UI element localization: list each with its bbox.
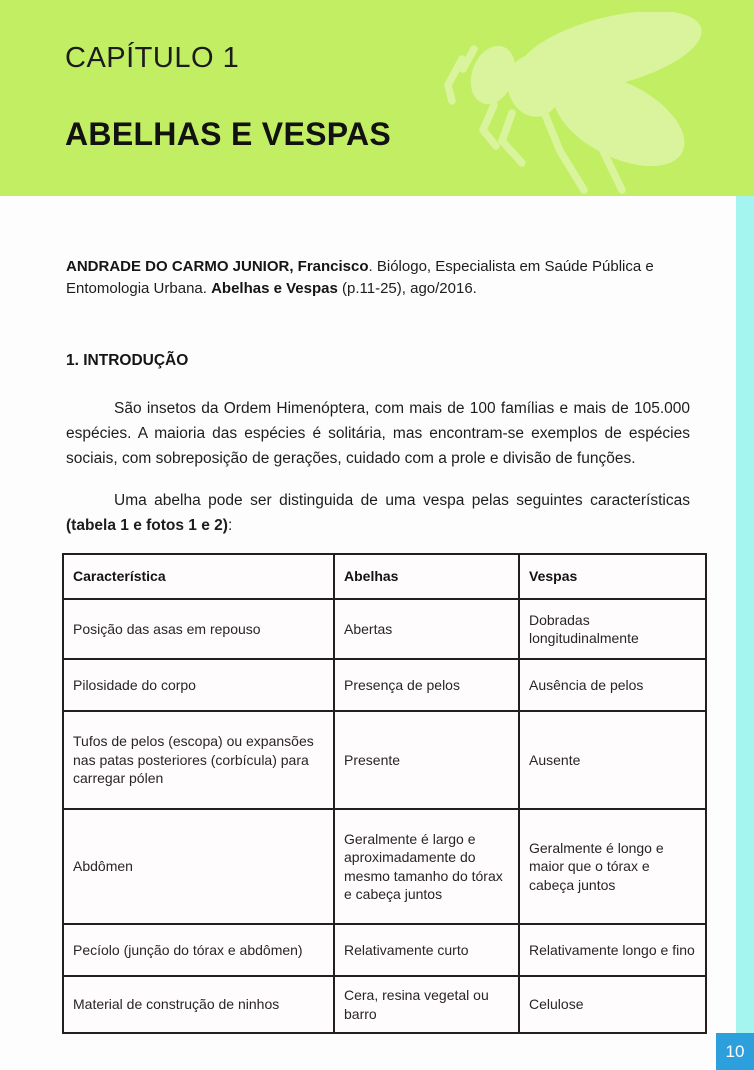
column-header-vespas: Vespas: [519, 554, 706, 599]
table-row: [63, 809, 706, 924]
table-lead-colon: :: [227, 517, 233, 534]
cell-wasp-value: Ausência de pelos: [519, 659, 706, 711]
page-title: ABELHAS E VESPAS: [65, 116, 392, 152]
table-row: [63, 924, 706, 976]
intro-paragraph: São insetos da Ordem Himenóptera, com mais de 100 famílias e mais de 105.000 espécies. A maioria das espécies é solitária, mas encontram-se exemplos de espécies sociais, com sobreposição de gerações, cuidado com a prole e divisão de funções.: [66, 400, 690, 467]
table-header-row: [63, 554, 706, 599]
chapter-header-band: [0, 0, 754, 196]
page-number-badge: [716, 1033, 754, 1070]
wasp-silhouette-icon: [438, 12, 748, 194]
bee-wasp-comparison-table: [62, 553, 707, 1034]
citation-role: . Biólogo, Especialista em Saúde Pública e Entomologia Urbana.: [66, 258, 654, 297]
table-row: [63, 711, 706, 809]
cell-wasp-value: Dobradas longitudinalmente: [519, 599, 706, 659]
content-area: [0, 196, 754, 1034]
cell-bee-value: Geralmente é largo e aproximadamente do mesmo tamanho do tórax e cabeça juntos: [334, 809, 519, 924]
table-lead-paragraph: [66, 488, 690, 538]
table-row: [63, 659, 706, 711]
cell-characteristic: Abdômen: [63, 809, 334, 924]
citation-author: ANDRADE DO CARMO JUNIOR, Francisco: [66, 258, 369, 275]
table-row: [63, 599, 706, 659]
cell-characteristic: Posição das asas em repouso: [63, 599, 334, 659]
cell-characteristic: Material de construção de ninhos: [63, 976, 334, 1033]
cell-bee-value: Relativamente curto: [334, 924, 519, 976]
section-heading-introducao: 1. INTRODUÇÃO: [66, 352, 189, 369]
citation-work-title: Abelhas e Vespas: [211, 280, 338, 297]
cell-wasp-value: Ausente: [519, 711, 706, 809]
cell-wasp-value: Geralmente é longo e maior que o tórax e cabeça juntos: [519, 809, 706, 924]
cell-wasp-value: Relativamente longo e fino: [519, 924, 706, 976]
column-header-abelhas: Abelhas: [334, 554, 519, 599]
cell-characteristic: Pilosidade do corpo: [63, 659, 334, 711]
citation-pages-date: (p.11-25), ago/2016.: [337, 280, 477, 297]
table-lead-text: Uma abelha pode ser distinguida de uma vespa pelas seguintes características: [114, 492, 690, 509]
cell-wasp-value: Celulose: [519, 976, 706, 1033]
table-lead-reference: (tabela 1 e fotos 1 e 2): [66, 517, 228, 534]
cell-characteristic: Pecíolo (junção do tórax e abdômen): [63, 924, 334, 976]
page-number: 10: [725, 1041, 745, 1061]
cell-bee-value: Abertas: [334, 599, 519, 659]
table-row: [63, 976, 706, 1033]
citation: [66, 256, 692, 300]
cell-bee-value: Presente: [334, 711, 519, 809]
cell-characteristic: Tufos de pelos (escopa) ou expansões nas patas posteriores (corbícula) para carregar pólen: [63, 711, 334, 809]
cell-bee-value: Presença de pelos: [334, 659, 519, 711]
column-header-caracteristica: Característica: [63, 554, 334, 599]
chapter-label: CAPÍTULO 1: [65, 42, 240, 74]
cell-bee-value: Cera, resina vegetal ou barro: [334, 976, 519, 1033]
